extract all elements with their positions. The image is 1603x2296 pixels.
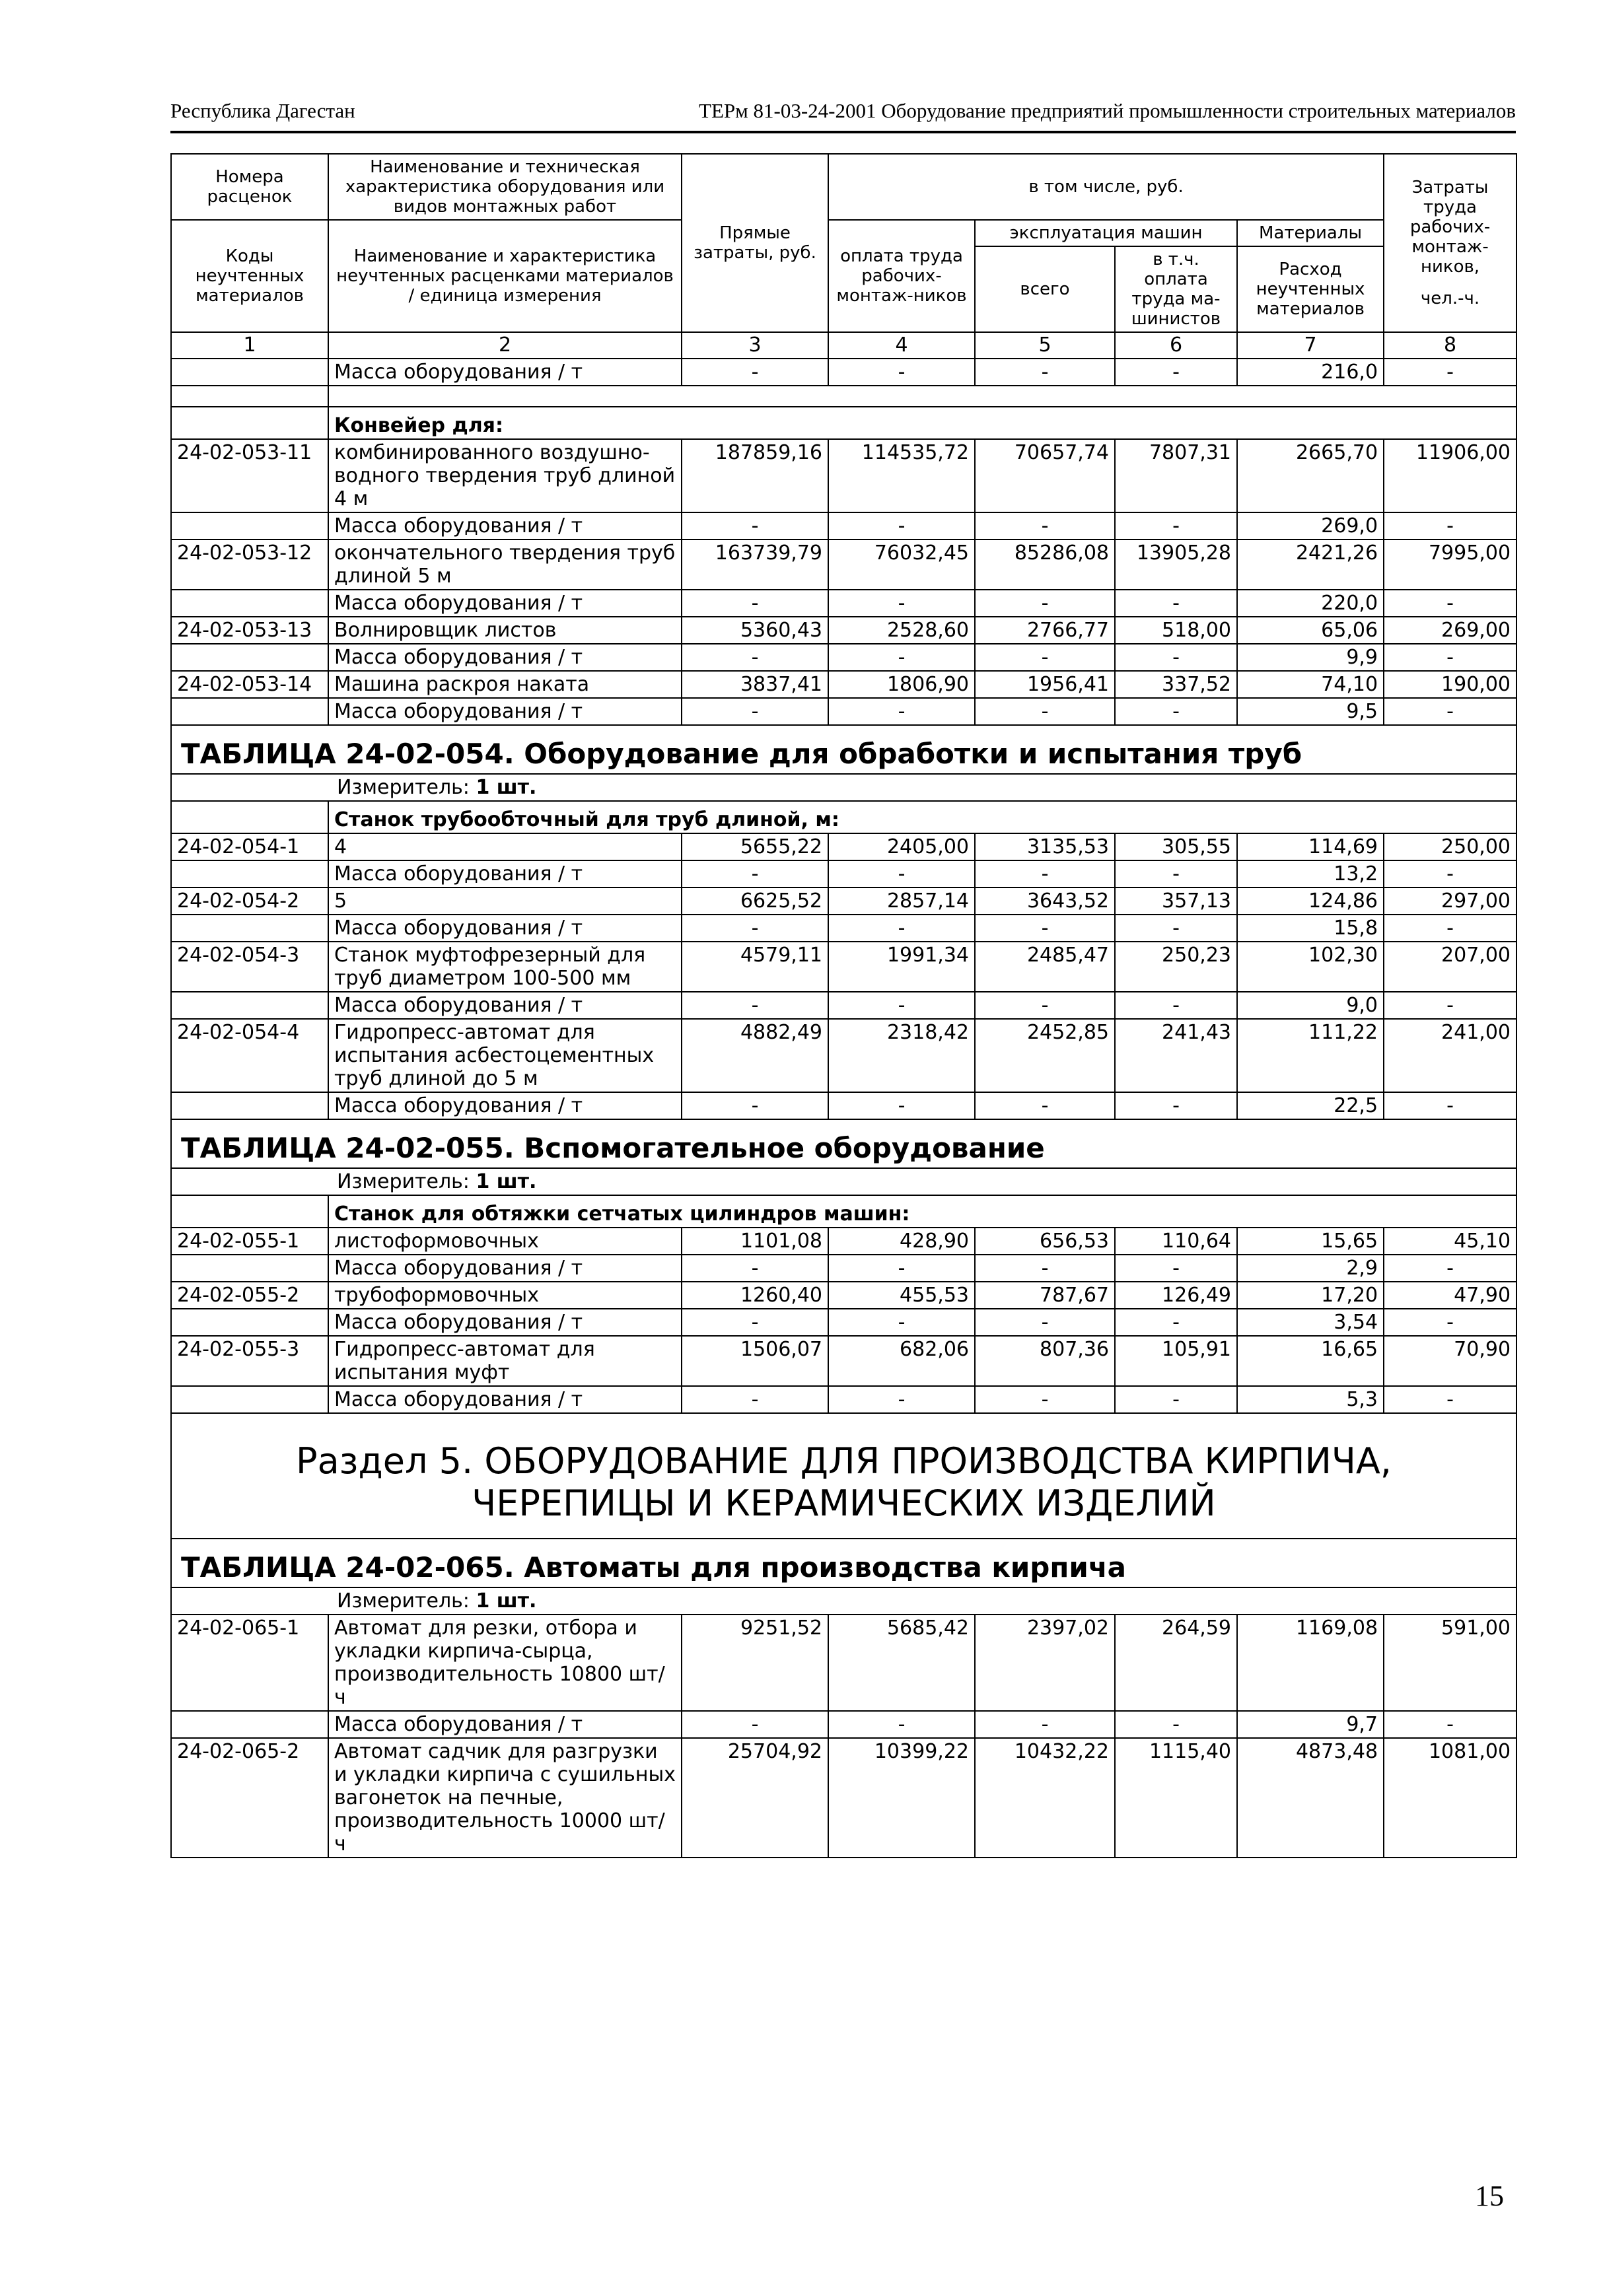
dash-cell: -: [682, 359, 828, 386]
dash-cell: -: [1115, 512, 1237, 539]
value-v6: 264,59: [1115, 1615, 1237, 1711]
mass-value: 9,0: [1237, 992, 1384, 1019]
dash-cell: -: [682, 1255, 828, 1282]
dash-cell: -: [1115, 1255, 1237, 1282]
group-title: Станок для обтяжки сетчатых цилиндров машин:: [328, 1195, 1516, 1228]
value-v8: 269,00: [1384, 617, 1516, 644]
code-cell-empty: [171, 512, 328, 539]
value-v3: 187859,16: [682, 439, 828, 512]
rate-code: 24-02-055-2: [171, 1282, 328, 1309]
dash-cell: -: [1384, 992, 1516, 1019]
mass-row: [171, 359, 1516, 386]
dash-cell: -: [1384, 512, 1516, 539]
mass-row: [171, 698, 1516, 725]
value-v8: 70,90: [1384, 1336, 1516, 1386]
value-v7: 102,30: [1237, 942, 1384, 992]
value-v5: 3643,52: [975, 887, 1115, 915]
dash-cell: -: [1384, 1092, 1516, 1119]
mass-value: 5,3: [1237, 1386, 1384, 1413]
measure-value: 1 шт.: [476, 1170, 537, 1193]
mass-row: [171, 915, 1516, 942]
dash-cell: -: [975, 1386, 1115, 1413]
dash-cell: -: [975, 644, 1115, 671]
value-v3: 25704,92: [682, 1738, 828, 1858]
rate-row: [171, 439, 1516, 512]
rate-code: 24-02-053-11: [171, 439, 328, 512]
code-cell-empty: [171, 1092, 328, 1119]
col-machines: эксплуатация машин: [975, 220, 1237, 246]
rate-name: Волнировщик листов: [328, 617, 682, 644]
rate-row: [171, 671, 1516, 698]
dash-cell: -: [975, 512, 1115, 539]
dash-cell: -: [975, 1711, 1115, 1738]
dash-cell: -: [1115, 915, 1237, 942]
dash-cell: -: [975, 590, 1115, 617]
mass-row: [171, 644, 1516, 671]
value-v4: 455,53: [828, 1282, 975, 1309]
dash-cell: -: [828, 992, 975, 1019]
rate-name: Машина раскроя наката: [328, 671, 682, 698]
rate-row: [171, 1336, 1516, 1386]
value-v8: 591,00: [1384, 1615, 1516, 1711]
dash-cell: -: [828, 860, 975, 887]
dash-cell: -: [975, 359, 1115, 386]
group-row: [171, 1195, 1516, 1228]
value-v8: 11906,00: [1384, 439, 1516, 512]
col-num-1: 1: [171, 332, 328, 359]
dash-cell: -: [1115, 1092, 1237, 1119]
mass-value: 9,7: [1237, 1711, 1384, 1738]
rate-code: 24-02-054-3: [171, 942, 328, 992]
value-v3: 5360,43: [682, 617, 828, 644]
rate-name: листоформовочных: [328, 1228, 682, 1255]
dash-cell: -: [682, 1711, 828, 1738]
section-heading-line2: ЧЕРЕПИЦЫ И КЕРАМИЧЕСКИХ ИЗДЕЛИЙ: [472, 1482, 1216, 1524]
code-cell-empty: [171, 407, 328, 439]
rate-code: 24-02-053-14: [171, 671, 328, 698]
header-region: Республика Дагестан: [170, 99, 355, 122]
dash-cell: -: [1384, 590, 1516, 617]
rate-name: Автомат садчик для разгрузки и укладки кирпича с сушильных вагонеток на печные, производительность 10000 шт/ч: [328, 1738, 682, 1858]
col-labor-costs: [1384, 154, 1516, 332]
mass-label: Масса оборудования / т: [328, 1309, 682, 1336]
col-labor-costs-unit: чел.-ч.: [1420, 289, 1480, 308]
header-rule: [170, 131, 1516, 133]
dash-cell: -: [828, 698, 975, 725]
rate-name: Гидропресс-автомат для испытания муфт: [328, 1336, 682, 1386]
dash-cell: -: [1115, 860, 1237, 887]
rate-code: 24-02-065-2: [171, 1738, 328, 1858]
table-head: [171, 154, 1516, 359]
group-title: Конвейер для:: [328, 407, 1516, 439]
value-v7: 65,06: [1237, 617, 1384, 644]
value-v4: 2857,14: [828, 887, 975, 915]
value-v7: 124,86: [1237, 887, 1384, 915]
code-cell-empty: [171, 1386, 328, 1413]
measure-line: [171, 1168, 1516, 1195]
rate-code: 24-02-055-1: [171, 1228, 328, 1255]
value-v5: 3135,53: [975, 833, 1115, 860]
dash-cell: -: [682, 644, 828, 671]
value-v3: 1506,07: [682, 1336, 828, 1386]
mass-label: Масса оборудования / т: [328, 992, 682, 1019]
dash-cell: -: [682, 512, 828, 539]
rate-name: Автомат для резки, отбора и укладки кирпича-сырца, производительность 10800 шт/ч: [328, 1615, 682, 1711]
value-v8: 45,10: [1384, 1228, 1516, 1255]
rate-code: 24-02-055-3: [171, 1336, 328, 1386]
measure-label: Измеритель:: [337, 776, 470, 799]
value-v8: 47,90: [1384, 1282, 1516, 1309]
value-v4: 1806,90: [828, 671, 975, 698]
value-v6: 110,64: [1115, 1228, 1237, 1255]
value-v5: 1956,41: [975, 671, 1115, 698]
col-num-6: 6: [1115, 332, 1237, 359]
dash-cell: -: [1384, 359, 1516, 386]
rate-row: [171, 1738, 1516, 1858]
dash-cell: -: [828, 1309, 975, 1336]
table-title: ТАБЛИЦА 24-02-065. Автоматы для производства кирпича: [171, 1539, 1516, 1587]
dash-cell: -: [1384, 1309, 1516, 1336]
dash-cell: -: [828, 1092, 975, 1119]
mass-row: [171, 1309, 1516, 1336]
mass-value: 9,5: [1237, 698, 1384, 725]
value-v4: 2528,60: [828, 617, 975, 644]
section-row: [171, 1413, 1516, 1539]
mass-label: Масса оборудования / т: [328, 1092, 682, 1119]
col-including: в том числе, руб.: [828, 154, 1384, 220]
rate-code: 24-02-054-2: [171, 887, 328, 915]
col-num-2: 2: [328, 332, 682, 359]
value-v4: 682,06: [828, 1336, 975, 1386]
value-v7: 15,65: [1237, 1228, 1384, 1255]
value-v8: 297,00: [1384, 887, 1516, 915]
col-name: Наименование и техническая характеристика оборудования или видов монтажных работ: [328, 154, 682, 220]
col-materials: Материалы: [1237, 220, 1384, 246]
rate-row: [171, 1282, 1516, 1309]
code-cell-empty: [171, 359, 328, 386]
col-labor-costs-label: Затраты труда рабочих-монтаж-ников,: [1409, 178, 1491, 277]
dash-cell: -: [975, 860, 1115, 887]
mass-value: 13,2: [1237, 860, 1384, 887]
value-v7: 2665,70: [1237, 439, 1384, 512]
measure-label: Измеритель:: [337, 1170, 470, 1193]
value-v7: 16,65: [1237, 1336, 1384, 1386]
dash-cell: -: [1115, 1386, 1237, 1413]
column-numbers-row: [171, 332, 1516, 359]
dash-cell: -: [682, 1309, 828, 1336]
value-v5: 2766,77: [975, 617, 1115, 644]
rate-row: [171, 1615, 1516, 1711]
group-row: [171, 801, 1516, 833]
dash-cell: -: [1384, 698, 1516, 725]
dash-cell: -: [682, 915, 828, 942]
value-v7: 2421,26: [1237, 539, 1384, 590]
rate-name: трубоформовочных: [328, 1282, 682, 1309]
rates-table: [170, 153, 1517, 1858]
value-v8: 207,00: [1384, 942, 1516, 992]
value-v6: 241,43: [1115, 1019, 1237, 1092]
code-cell-empty: [171, 590, 328, 617]
col-num-5: 5: [975, 332, 1115, 359]
value-v3: 3837,41: [682, 671, 828, 698]
mass-value: 15,8: [1237, 915, 1384, 942]
col-num-7: 7: [1237, 332, 1384, 359]
mass-label: Масса оборудования / т: [328, 915, 682, 942]
dash-cell: -: [975, 915, 1115, 942]
value-v4: 2405,00: [828, 833, 975, 860]
value-v3: 1260,40: [682, 1282, 828, 1309]
rate-code: 24-02-053-12: [171, 539, 328, 590]
col-worker-pay: оплата труда рабочих-монтаж-ников: [828, 220, 975, 332]
code-cell-empty: [171, 992, 328, 1019]
rate-row: [171, 1019, 1516, 1092]
col-material-codes: Коды неучтенных материалов: [171, 220, 328, 332]
col-material-names: Наименование и характеристика неучтенных расценками материалов / единица измерения: [328, 220, 682, 332]
table-title-row: [171, 725, 1516, 774]
rate-name: окончательного твердения труб длиной 5 м: [328, 539, 682, 590]
col-num-3: 3: [682, 332, 828, 359]
spacer-row: [171, 386, 1516, 407]
dash-cell: -: [828, 1255, 975, 1282]
value-v5: 10432,22: [975, 1738, 1115, 1858]
col-direct-costs: Прямые затраты, руб.: [682, 154, 828, 332]
dash-cell: -: [1115, 644, 1237, 671]
measure-value: 1 шт.: [476, 1589, 537, 1613]
value-v4: 5685,42: [828, 1615, 975, 1711]
rate-row: [171, 617, 1516, 644]
value-v3: 9251,52: [682, 1615, 828, 1711]
group-title: Станок трубообточный для труб длиной, м:: [328, 801, 1516, 833]
dash-cell: -: [975, 992, 1115, 1019]
dash-cell: -: [975, 1309, 1115, 1336]
rate-code: 24-02-065-1: [171, 1615, 328, 1711]
value-v7: 1169,08: [1237, 1615, 1384, 1711]
spacer-cell: [171, 386, 328, 407]
col-num-4: 4: [828, 332, 975, 359]
mass-label: Масса оборудования / т: [328, 590, 682, 617]
mass-label: Масса оборудования / т: [328, 860, 682, 887]
mass-value: 216,0: [1237, 359, 1384, 386]
code-cell-empty: [171, 860, 328, 887]
value-v5: 85286,08: [975, 539, 1115, 590]
header-document-title: ТЕРм 81-03-24-2001 Оборудование предприятий промышленности строительных материалов: [699, 99, 1516, 122]
group-row: [171, 407, 1516, 439]
value-v3: 5655,22: [682, 833, 828, 860]
measure-value: 1 шт.: [476, 776, 537, 799]
mass-value: 2,9: [1237, 1255, 1384, 1282]
dash-cell: -: [828, 359, 975, 386]
page-number: 15: [1475, 2180, 1504, 2212]
value-v5: 2452,85: [975, 1019, 1115, 1092]
value-v5: 70657,74: [975, 439, 1115, 512]
value-v6: 305,55: [1115, 833, 1237, 860]
rate-name: Гидропресс-автомат для испытания асбестоцементных труб длиной до 5 м: [328, 1019, 682, 1092]
mass-value: 22,5: [1237, 1092, 1384, 1119]
rate-row: [171, 942, 1516, 992]
mass-row: [171, 1092, 1516, 1119]
measure-row: [171, 1168, 1516, 1195]
value-v4: 10399,22: [828, 1738, 975, 1858]
value-v6: 337,52: [1115, 671, 1237, 698]
mass-row: [171, 590, 1516, 617]
col-machines-total: всего: [975, 246, 1115, 332]
code-cell-empty: [171, 1195, 328, 1228]
rate-name: комбинированного воздушно-водного твердения труб длиной 4 м: [328, 439, 682, 512]
dash-cell: -: [1384, 1711, 1516, 1738]
mass-label: Масса оборудования / т: [328, 1255, 682, 1282]
dash-cell: -: [1384, 644, 1516, 671]
value-v8: 250,00: [1384, 833, 1516, 860]
mass-row: [171, 512, 1516, 539]
value-v3: 6625,52: [682, 887, 828, 915]
code-cell-empty: [171, 644, 328, 671]
code-cell-empty: [171, 1309, 328, 1336]
spacer-cell: [328, 386, 1516, 407]
value-v7: 114,69: [1237, 833, 1384, 860]
rate-row: [171, 539, 1516, 590]
value-v6: 126,49: [1115, 1282, 1237, 1309]
mass-row: [171, 1386, 1516, 1413]
dash-cell: -: [682, 1092, 828, 1119]
dash-cell: -: [828, 590, 975, 617]
value-v6: 518,00: [1115, 617, 1237, 644]
mass-label: Масса оборудования / т: [328, 359, 682, 386]
dash-cell: -: [1115, 1309, 1237, 1336]
dash-cell: -: [1115, 1711, 1237, 1738]
value-v5: 807,36: [975, 1336, 1115, 1386]
value-v8: 1081,00: [1384, 1738, 1516, 1858]
table-title: ТАБЛИЦА 24-02-054. Оборудование для обработки и испытания труб: [171, 725, 1516, 774]
table-body: [171, 359, 1516, 1858]
value-v6: 357,13: [1115, 887, 1237, 915]
dash-cell: -: [975, 1255, 1115, 1282]
value-v3: 4579,11: [682, 942, 828, 992]
rate-code: 24-02-053-13: [171, 617, 328, 644]
mass-label: Масса оборудования / т: [328, 644, 682, 671]
table-title-row: [171, 1119, 1516, 1168]
dash-cell: -: [682, 590, 828, 617]
value-v6: 13905,28: [1115, 539, 1237, 590]
mass-row: [171, 860, 1516, 887]
value-v6: 7807,31: [1115, 439, 1237, 512]
mass-value: 3,54: [1237, 1309, 1384, 1336]
dash-cell: -: [682, 698, 828, 725]
code-cell-empty: [171, 915, 328, 942]
value-v7: 17,20: [1237, 1282, 1384, 1309]
table-title-row: [171, 1539, 1516, 1587]
dash-cell: -: [1115, 698, 1237, 725]
value-v4: 2318,42: [828, 1019, 975, 1092]
dash-cell: -: [1384, 860, 1516, 887]
value-v8: 190,00: [1384, 671, 1516, 698]
measure-row: [171, 1587, 1516, 1615]
dash-cell: -: [975, 698, 1115, 725]
mass-label: Масса оборудования / т: [328, 1386, 682, 1413]
code-cell-empty: [171, 698, 328, 725]
dash-cell: -: [975, 1092, 1115, 1119]
dash-cell: -: [828, 1711, 975, 1738]
value-v5: 2485,47: [975, 942, 1115, 992]
dash-cell: -: [1115, 590, 1237, 617]
rate-name: 5: [328, 887, 682, 915]
value-v4: 114535,72: [828, 439, 975, 512]
code-cell-empty: [171, 801, 328, 833]
dash-cell: -: [1384, 1255, 1516, 1282]
dash-cell: -: [682, 1386, 828, 1413]
mass-row: [171, 992, 1516, 1019]
rate-code: 24-02-054-1: [171, 833, 328, 860]
col-machinists-pay: в т.ч. оплата труда ма-шинистов: [1115, 246, 1237, 332]
value-v5: 2397,02: [975, 1615, 1115, 1711]
measure-line: [171, 1587, 1516, 1615]
dash-cell: -: [828, 512, 975, 539]
col-materials-usage: Расход неучтенных материалов: [1237, 246, 1384, 332]
section-heading: [171, 1413, 1516, 1539]
mass-value: 9,9: [1237, 644, 1384, 671]
mass-label: Масса оборудования / т: [328, 512, 682, 539]
dash-cell: -: [682, 992, 828, 1019]
rate-row: [171, 887, 1516, 915]
rate-name: Станок муфтофрезерный для труб диаметром 100-500 мм: [328, 942, 682, 992]
dash-cell: -: [1384, 915, 1516, 942]
mass-label: Масса оборудования / т: [328, 1711, 682, 1738]
measure-label: Измеритель:: [337, 1589, 470, 1613]
value-v8: 241,00: [1384, 1019, 1516, 1092]
value-v6: 105,91: [1115, 1336, 1237, 1386]
value-v6: 1115,40: [1115, 1738, 1237, 1858]
mass-row: [171, 1255, 1516, 1282]
dash-cell: -: [1115, 992, 1237, 1019]
section-heading-line1: Раздел 5. ОБОРУДОВАНИЕ ДЛЯ ПРОИЗВОДСТВА КИРПИЧА,: [296, 1440, 1392, 1482]
mass-value: 220,0: [1237, 590, 1384, 617]
rate-row: [171, 833, 1516, 860]
table-title: ТАБЛИЦА 24-02-055. Вспомогательное оборудование: [171, 1119, 1516, 1168]
rate-row: [171, 1228, 1516, 1255]
dash-cell: -: [682, 860, 828, 887]
rate-name: 4: [328, 833, 682, 860]
mass-label: Масса оборудования / т: [328, 698, 682, 725]
measure-row: [171, 774, 1516, 801]
rate-code: 24-02-054-4: [171, 1019, 328, 1092]
value-v3: 4882,49: [682, 1019, 828, 1092]
value-v5: 656,53: [975, 1228, 1115, 1255]
value-v8: 7995,00: [1384, 539, 1516, 590]
mass-value: 269,0: [1237, 512, 1384, 539]
value-v6: 250,23: [1115, 942, 1237, 992]
dash-cell: -: [828, 1386, 975, 1413]
col-num-8: 8: [1384, 332, 1516, 359]
value-v7: 74,10: [1237, 671, 1384, 698]
measure-line: [171, 774, 1516, 801]
value-v5: 787,67: [975, 1282, 1115, 1309]
value-v7: 4873,48: [1237, 1738, 1384, 1858]
value-v3: 1101,08: [682, 1228, 828, 1255]
code-cell-empty: [171, 1711, 328, 1738]
value-v7: 111,22: [1237, 1019, 1384, 1092]
code-cell-empty: [171, 1255, 328, 1282]
value-v4: 428,90: [828, 1228, 975, 1255]
mass-row: [171, 1711, 1516, 1738]
col-rate-numbers: Номера расценок: [171, 154, 328, 220]
value-v4: 1991,34: [828, 942, 975, 992]
dash-cell: -: [828, 644, 975, 671]
value-v3: 163739,79: [682, 539, 828, 590]
value-v4: 76032,45: [828, 539, 975, 590]
dash-cell: -: [1384, 1386, 1516, 1413]
dash-cell: -: [1115, 359, 1237, 386]
dash-cell: -: [828, 915, 975, 942]
